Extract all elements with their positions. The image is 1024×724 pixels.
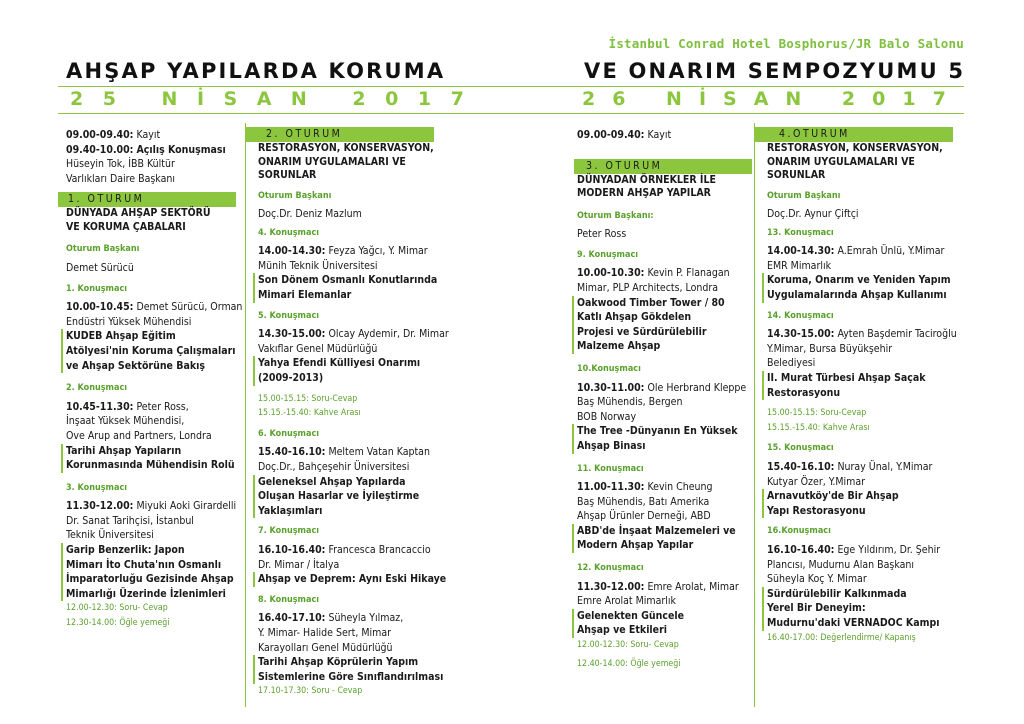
speaker-label: 1. Konuşmacı — [66, 283, 128, 294]
speaker-label: 11. Konuşmacı — [577, 463, 644, 474]
speaker-line: Süheyla Koç Y. Mimar — [767, 573, 867, 586]
speaker-line: Varlıkları Daire Başkanı — [66, 172, 175, 185]
speaker-line: Kutyar Özer, Y.Mimar — [767, 475, 865, 488]
talk-title: KUDEB Ahşap Eğitim Atölyesi'nin Koruma Çalışmaları ve Ahşap Sektörüne Bakış — [61, 329, 242, 373]
time: 09.00-09.40: — [577, 129, 645, 141]
speaker-line: Kevin P. Flanagan — [647, 267, 730, 280]
day-two-afternoon-column — [767, 127, 957, 645]
break-item: 15.15.-15.40: Kahve Arası — [258, 408, 361, 419]
talk-title: Son Dönem Osmanlı Konutlarında Mimari Elemanlar — [253, 273, 449, 302]
speaker-line: Feyza Yağcı, Y. Mimar — [328, 245, 428, 258]
talk-title: Tarihi Ahşap Yapıların Korunmasında Mühendisin Rolü — [61, 444, 242, 473]
session-banner: 4.OTURUM — [755, 127, 953, 142]
speaker-label: 10.Konuşmacı — [577, 363, 641, 374]
time: 16.40-17.10: — [258, 612, 326, 625]
speaker-line: Teknik Üniversitesi — [66, 529, 154, 542]
time: 14.30-15.00: — [767, 328, 835, 341]
speaker-line: Hüseyin Tok, İBB Kültür — [66, 158, 175, 171]
speaker-line: Emre Arolat Mimarlık — [577, 595, 677, 608]
day-one-morning-column — [66, 128, 242, 631]
break-item: 12.00-12.30: Soru- Cevap — [66, 603, 168, 614]
break-item: 17.10-17.30: Soru - Cevap — [258, 686, 363, 697]
chair-name: Peter Ross — [577, 228, 627, 241]
speaker-line: Nuray Ünal, Y.Mimar — [837, 461, 933, 473]
talk-title: Ahşap ve Deprem: Aynı Eski Hikaye — [253, 572, 449, 587]
day-one-afternoon-column — [258, 127, 449, 699]
talk-title: Arnavutköy'de Bir Ahşap Yapı Restorasyonu — [762, 489, 957, 518]
event: Kayıt — [647, 129, 672, 141]
speaker-line: Kevin Cheung — [647, 481, 713, 494]
break-item: 15.00-15.15: Soru-Cevap — [767, 408, 867, 419]
event: Açılış Konuşması — [136, 143, 226, 156]
time: 10.30-11.00: — [577, 381, 645, 394]
chair-name: Doç.Dr. Aynur Çiftçi — [767, 208, 859, 221]
speaker-label: 16.Konuşmacı — [767, 526, 831, 537]
speaker-line: Mimar, PLP Architects, Londra — [577, 281, 719, 294]
chair-label: Oturum Başkanı — [767, 190, 841, 201]
break-item: 12.00-12.30: Soru- Cevap — [577, 640, 679, 651]
speaker-line: İnşaat Yüksek Mühendisi, — [66, 415, 185, 428]
time: 11.30-12.00: — [66, 500, 134, 513]
break-item: 16.40-17.00: Değerlendirme/ Kapanış — [767, 632, 916, 643]
break-item: 15.15.-15.40: Kahve Arası — [767, 422, 870, 433]
time: 09.40-10.00: — [66, 143, 134, 156]
speaker-label: 4. Konuşmacı — [258, 227, 320, 238]
talk-title: Oakwood Timber Tower / 80 Katlı Ahşap Gökdelen Projesi ve Sürdürülebilir Malzeme Ahşap — [572, 296, 752, 354]
speaker-line: Miyuki Aoki Girardelli — [136, 500, 237, 513]
speaker-line: Y. Mimar- Halide Sert, Mimar — [258, 626, 392, 639]
title-rule — [58, 86, 964, 87]
talk-title: Koruma, Onarım ve Yeniden Yapım Uygulamalarında Ahşap Kullanımı — [762, 273, 957, 302]
speaker-line: Dr. Sanat Tarihçisi, İstanbul — [66, 514, 194, 527]
speaker-label: 14. Konuşmacı — [767, 310, 834, 321]
column-divider — [754, 123, 755, 707]
talk-title: II. Murat Türbesi Ahşap Saçak Restorasyonu — [762, 371, 957, 400]
speaker-label: 3. Konuşmacı — [66, 482, 128, 493]
speaker-line: BOB Norway — [577, 410, 637, 423]
time: 16.10-16.40: — [767, 543, 835, 556]
speaker-line: Ahşap Ürünler Derneği, ABD — [577, 510, 711, 523]
time: 09.00-09.40: — [66, 129, 134, 141]
speaker-line: Dr. Mimar / İtalya — [258, 558, 340, 571]
speaker-line: Plancısı, Mudurnu Alan Başkanı — [767, 558, 914, 571]
session-title: VE KORUMA ÇABALARI — [66, 220, 186, 233]
date-day-one: 25 NİSAN 2017 — [70, 88, 484, 110]
speaker-label: 7. Konuşmacı — [258, 526, 320, 537]
chair-name: Demet Sürücü — [66, 261, 134, 274]
time: 14.00-14.30: — [767, 245, 835, 258]
talk-title: Sürdürülebilir Kalkınmada Yerel Bir Deneyim: Mudurnu'daki VERNADOC Kampı — [762, 587, 957, 631]
speaker-label: 5. Konuşmacı — [258, 310, 320, 321]
speaker-line: Münih Teknik Üniversitesi — [258, 259, 378, 272]
speaker-line: Baş Mühendis, Batı Amerika — [577, 495, 710, 508]
session-banner: 2. OTURUM — [246, 127, 434, 142]
session-title: SORUNLAR — [258, 169, 317, 181]
session-banner: 3. OTURUM — [574, 159, 752, 174]
speaker-line: Vakıflar Genel Müdürlüğü — [258, 342, 378, 355]
talk-title: Gelenekten Güncele Ahşap ve Etkileri — [572, 609, 752, 638]
speaker-label: 13. Konuşmacı — [767, 227, 834, 238]
speaker-line: Baş Mühendis, Bergen — [577, 396, 683, 409]
speaker-line: Ege Yıldırım, Dr. Şehir — [837, 543, 941, 556]
session-title: DÜNYADA AHŞAP SEKTÖRÜ — [66, 207, 211, 220]
day-two-morning-column — [577, 128, 752, 671]
speaker-label: 15. Konuşmacı — [767, 443, 834, 454]
date-rule — [58, 113, 964, 114]
speaker-label: 12. Konuşmacı — [577, 563, 644, 574]
speaker-label: 8. Konuşmacı — [258, 594, 320, 605]
speaker-line: A.Emrah Ünlü, Y.Mimar — [837, 245, 945, 258]
time: 14.00-14.30: — [258, 245, 326, 258]
chair-label: Oturum Başkanı — [258, 190, 332, 201]
time: 10.00-10.30: — [577, 267, 645, 280]
time: 11.00-11.30: — [577, 481, 645, 494]
talk-title: Tarihi Ahşap Köprülerin Yapım Sistemlerine Göre Sınıflandırılması — [253, 655, 449, 684]
session-title: ONARIM UYGULAMALARI VE — [258, 155, 406, 168]
chair-label: Oturum Başkanı: — [577, 210, 654, 221]
talk-title: Geleneksel Ahşap Yapılarda Oluşan Hasarlar ve İyileştirme Yaklaşımları — [253, 475, 449, 519]
break-item: 12.30-14.00: Öğle yemeği — [66, 618, 170, 629]
session-title: RESTORASYON, KONSERVASYON, — [258, 142, 434, 154]
date-day-two: 26 NİSAN 2017 — [582, 88, 963, 110]
speaker-line: Doç.Dr., Bahçeşehir Üniversitesi — [258, 461, 410, 473]
speaker-line: Demet Sürücü, Orman — [136, 301, 243, 314]
time: 14.30-15.00: — [258, 328, 326, 341]
venue-line: İstanbul Conrad Hotel Bosphorus/JR Balo Salonu — [608, 36, 964, 51]
time: 10.00-10.45: — [66, 301, 134, 314]
session-title: SORUNLAR — [767, 169, 826, 181]
speaker-line: Karayolları Genel Müdürlüğü — [258, 641, 393, 654]
speaker-line: Endüstri Yüksek Mühendisi — [66, 315, 192, 328]
talk-title: The Tree -Dünyanın En Yüksek Ahşap Binası — [572, 424, 752, 453]
speaker-label: 6. Konuşmacı — [258, 428, 320, 439]
chair-label: Oturum Başkanı — [66, 244, 140, 255]
time: 15.40-16.10: — [258, 446, 326, 459]
time: 11.30-12.00: — [577, 580, 645, 593]
session-title: MODERN AHŞAP YAPILAR — [577, 187, 711, 200]
speaker-line: Ayten Başdemir Taciroğlu — [837, 328, 957, 341]
session-title: RESTORASYON, KONSERVASYON, — [767, 142, 943, 154]
title-left: AHŞAP YAPILARDA KORUMA — [66, 59, 446, 83]
event: Kayıt — [136, 129, 161, 141]
talk-title: ABD'de İnşaat Malzemeleri ve Modern Ahşap Yapılar — [572, 524, 752, 553]
break-item: 12.40-14.00: Öğle yemeği — [577, 658, 681, 669]
time: 10.45-11.30: — [66, 400, 134, 413]
speaker-line: Süheyla Yılmaz, — [328, 612, 404, 625]
column-divider — [245, 123, 246, 707]
speaker-line: EMR Mimarlık — [767, 259, 832, 272]
speaker-line: Peter Ross, — [136, 400, 189, 413]
session-banner: 1. OTURUM — [58, 192, 236, 207]
session-title: DÜNYADAN ÖRNEKLER İLE — [577, 173, 716, 186]
chair-name: Doç.Dr. Deniz Mazlum — [258, 208, 362, 221]
talk-title: Yahya Efendi Külliyesi Onarımı (2009-2013) — [253, 356, 449, 385]
time: 16.10-16.40: — [258, 543, 326, 556]
speaker-line: Francesca Brancaccio — [328, 543, 431, 556]
speaker-line: Y.Mimar, Bursa Büyükşehir — [767, 342, 893, 355]
session-title: ONARIM UYGULAMALARI VE — [767, 155, 915, 168]
speaker-line: Meltem Vatan Kaptan — [328, 446, 430, 459]
speaker-line: Olcay Aydemir, Dr. Mimar — [328, 328, 449, 341]
speaker-label: 2. Konuşmacı — [66, 383, 128, 394]
time: 15.40-16.10: — [767, 461, 835, 473]
break-item: 15.00-15.15: Soru-Cevap — [258, 393, 358, 404]
title-right: VE ONARIM SEMPOZYUMU 5 — [584, 59, 966, 83]
speaker-line: Ove Arup and Partners, Londra — [66, 429, 212, 442]
speaker-line: Emre Arolat, Mimar — [647, 580, 739, 593]
speaker-line: Belediyesi — [767, 357, 816, 370]
talk-title: Garip Benzerlik: Japon Mimarı İto Chuta'nın Osmanlı İmparatorluğu Gezisinde Ahşap Mimarlığı Üzerinde İzlenimleri — [61, 543, 242, 601]
speaker-line: Ole Herbrand Kleppe — [647, 381, 747, 394]
speaker-label: 9. Konuşmacı — [577, 249, 639, 260]
